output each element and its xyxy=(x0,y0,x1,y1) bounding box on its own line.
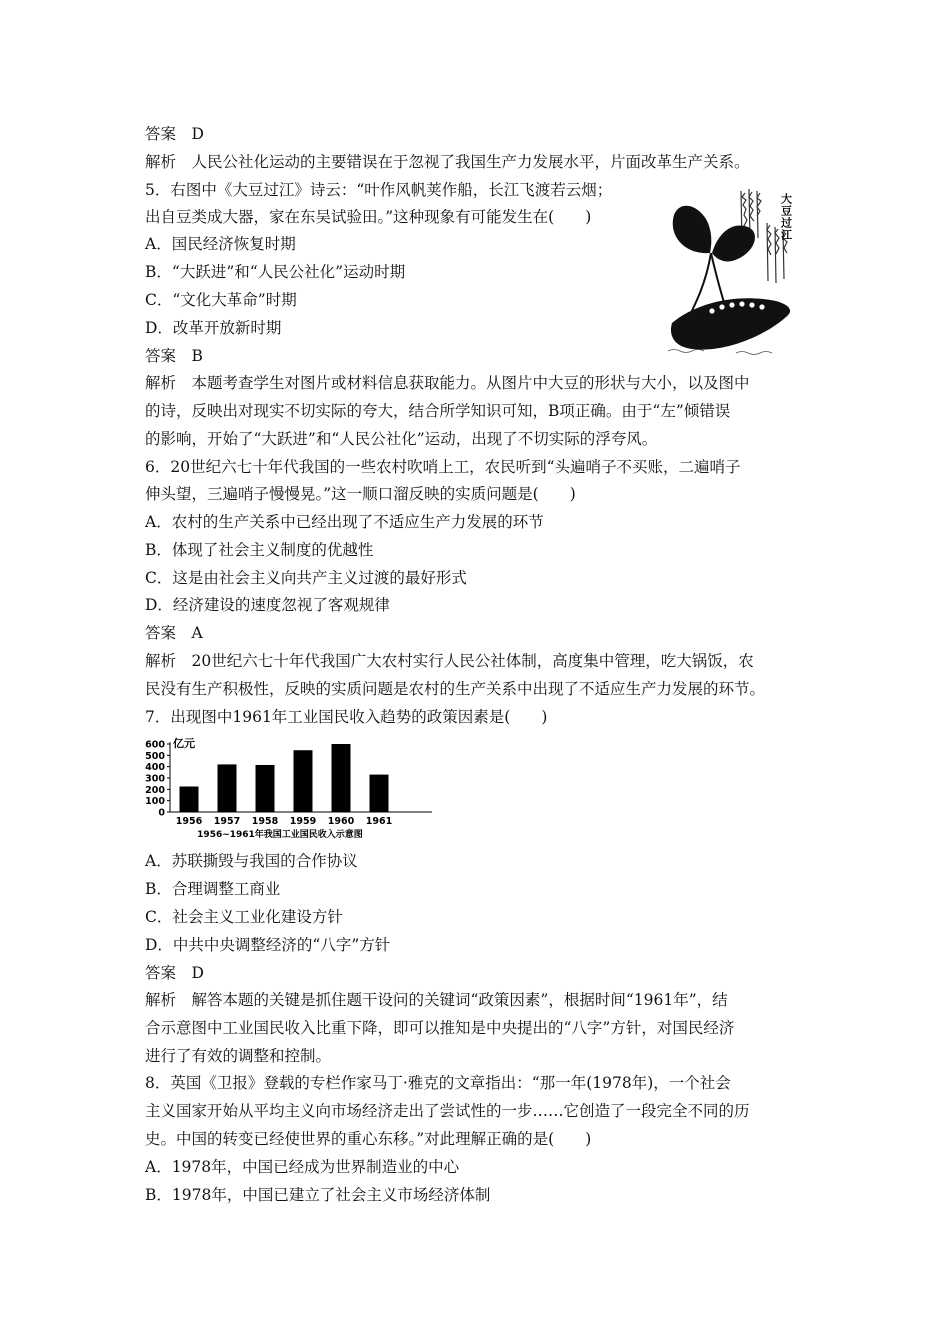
line-25: D．中共中央调整经济的“八字”方针 xyxy=(145,936,391,954)
chart-x-tick-label: 1959 xyxy=(289,816,317,827)
chart-bar-1959 xyxy=(294,750,313,812)
line-9: 解析 本题考查学生对图片或材料信息获取能力。从图片中大豆的形状与大小，以及图中 xyxy=(145,374,750,392)
water-waves xyxy=(668,350,772,355)
line-19: 解析 20世纪六七十年代我国广大农村实行人民公社体制，高度集中管理，吃大锅饭，农 xyxy=(145,652,754,670)
line-14: A．农村的生产关系中已经出现了不适应生产力发展的环节 xyxy=(145,513,544,531)
line-33: A．1978年，中国已经成为世界制造业的中心 xyxy=(145,1158,460,1176)
chart-y-tick-label: 100 xyxy=(145,796,165,808)
chart-bar-1956 xyxy=(180,787,199,813)
line-0: 答案 D xyxy=(145,125,204,143)
chart-bar-1961 xyxy=(370,775,389,812)
chart-ylabel: 亿元 xyxy=(173,737,195,750)
line-5: B．“大跃进”和“人民公社化”运动时期 xyxy=(145,263,406,281)
line-23: B．合理调整工商业 xyxy=(145,880,281,898)
line-20: 民没有生产积极性，反映的实质问题是农村的生产关系中出现了不适应生产力发展的环节。 xyxy=(145,680,766,698)
chart-bar-1958 xyxy=(256,765,275,812)
chart-x-tick-label: 1961 xyxy=(365,816,393,827)
line-2: 5．右图中《大豆过江》诗云：“叶作风帆荚作船，长江飞渡若云烟； xyxy=(145,181,613,199)
chart-y-tick-label: 600 xyxy=(145,739,165,751)
chart-y-tick-label: 500 xyxy=(145,750,165,762)
chart-title: 1956~1961年我国工业国民收入示意图 xyxy=(197,830,363,840)
line-7: D．改革开放新时期 xyxy=(145,319,282,337)
chart-y-tick-label: 200 xyxy=(145,784,165,796)
line-16: C．这是由社会主义向共产主义过渡的最好形式 xyxy=(145,569,467,587)
line-22: A．苏联撕毁与我国的合作协议 xyxy=(145,852,358,870)
line-32: 史。中国的转变已经使世界的重心东移。”对此理解正确的是( ) xyxy=(145,1130,592,1148)
line-11: 的影响，开始了“大跃进”和“人民公社化”运动，出现了不切实际的浮夸风。 xyxy=(145,430,658,448)
chart-bar-1960 xyxy=(332,744,351,812)
line-12: 6．20世纪六七十年代我国的一些农村吹哨上工，农民听到“头遍哨子不买账，二遍哨子 xyxy=(145,458,741,476)
line-28: 合示意图中工业国民收入比重下降，即可以推知是中央提出的“八字”方针，对国民经济 xyxy=(145,1019,735,1037)
income-bar-chart xyxy=(140,734,440,844)
line-15: B．体现了社会主义制度的优越性 xyxy=(145,541,374,559)
line-26: 答案 D xyxy=(145,964,204,982)
line-17: D．经济建设的速度忽视了客观规律 xyxy=(145,596,390,614)
figure-title: 大豆过江 xyxy=(779,193,793,241)
soybean-illustration xyxy=(666,183,798,358)
line-31: 主义国家开始从平均主义向市场经济走出了尝试性的一步……它创造了一段完全不同的历 xyxy=(145,1102,750,1120)
line-21: 7．出现图中1961年工业国民收入趋势的政策因素是( ) xyxy=(145,708,548,726)
line-27: 解析 解答本题的关键是抓住题干设问的关键词“政策因素”，根据时间“1961年”，结 xyxy=(145,991,728,1009)
line-3: 出自豆类成大器，家在东吴试验田。”这种现象有可能发生在( ) xyxy=(145,208,592,226)
right-leaf xyxy=(712,225,755,261)
line-4: A．国民经济恢复时期 xyxy=(145,235,296,253)
line-6: C．“文化大革命”时期 xyxy=(145,291,297,309)
line-18: 答案 A xyxy=(145,624,203,642)
chart-x-tick-label: 1960 xyxy=(327,816,355,827)
line-8: 答案 B xyxy=(145,347,203,365)
chart-bars xyxy=(180,744,389,812)
chart-y-tick-label: 400 xyxy=(145,762,165,774)
chart-x-tick-label: 1957 xyxy=(213,816,241,827)
line-1: 解析 人民公社化运动的主要错误在于忽视了我国生产力发展水平，片面改革生产关系。 xyxy=(145,153,750,171)
chart-y-tick-label: 300 xyxy=(145,773,165,785)
left-leaf xyxy=(673,206,712,253)
chart-bar-1957 xyxy=(218,764,237,812)
chart-y-tick-label: 0 xyxy=(158,807,165,819)
line-10: 的诗，反映出对现实不切实际的夸大，结合所学知识可知，B项正确。由于“左”倾错误 xyxy=(145,402,731,420)
line-24: C．社会主义工业化建设方针 xyxy=(145,908,343,926)
line-34: B．1978年，中国已建立了社会主义市场经济体制 xyxy=(145,1186,491,1204)
line-29: 进行了有效的调整和控制。 xyxy=(145,1047,332,1065)
line-30: 8．英国《卫报》登载的专栏作家马丁·雅克的文章指出：“那一年(1978年)，一个社会 xyxy=(145,1074,731,1092)
chart-x-tick-label: 1958 xyxy=(251,816,279,827)
line-13: 伸头望，三遍哨子慢慢晃。”这一顺口溜反映的实质问题是( ) xyxy=(145,485,576,503)
chart-x-tick-label: 1956 xyxy=(175,816,203,827)
